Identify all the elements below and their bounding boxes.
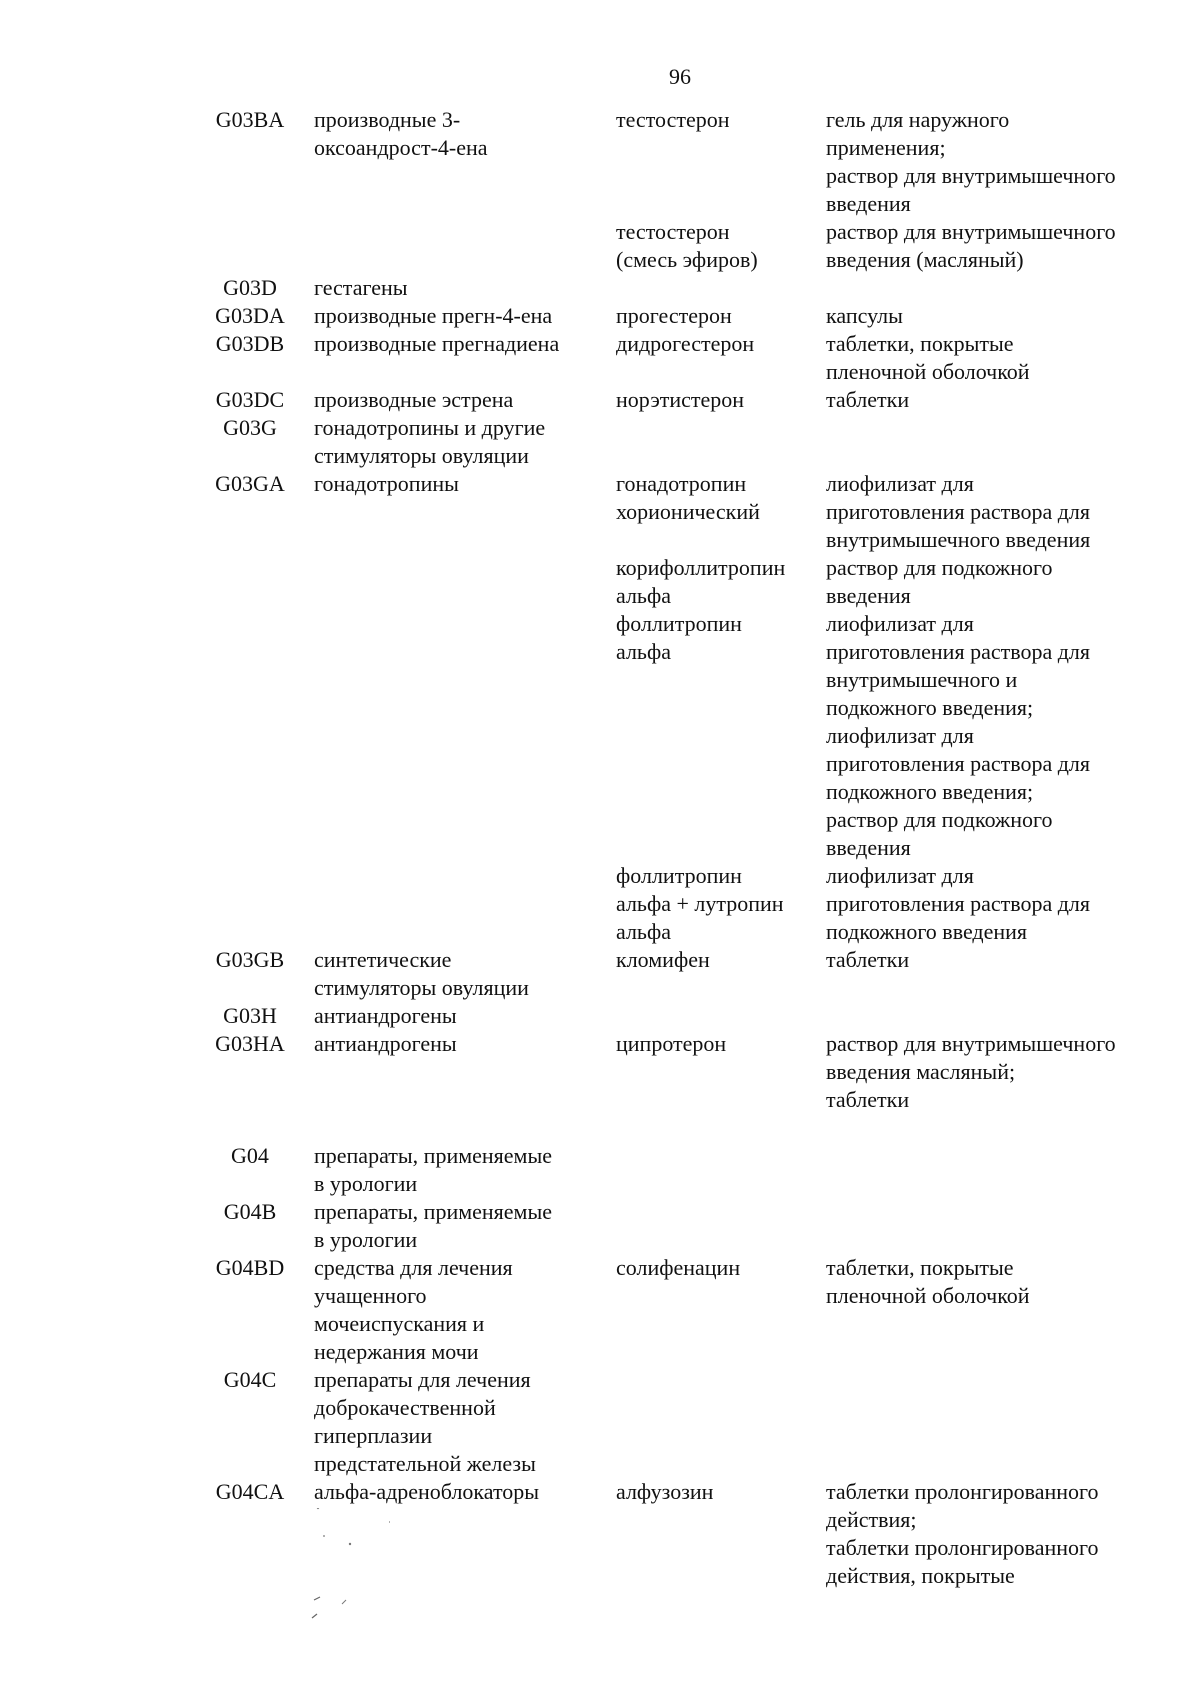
group-name: альфа-адреноблокаторы (314, 1479, 540, 1504)
group-name: производные прегнадиена (314, 331, 560, 356)
table-row (0, 554, 1200, 610)
atc-code: G03DC (215, 387, 285, 412)
dosage-form (826, 414, 1156, 470)
drug-name: кломифен (616, 947, 710, 972)
drug-name: ципротерон (616, 1031, 727, 1056)
atc-code: G04C (223, 1367, 277, 1392)
atc-code: G03H (223, 1003, 277, 1028)
drug-name: алфузозин (616, 1479, 714, 1504)
scan-specks (310, 1508, 390, 1648)
drug-name: фоллитропин альфа + лутропин альфа (616, 863, 784, 944)
atc-code: G03DA (215, 303, 285, 328)
table-row (0, 386, 1200, 414)
atc-code: G04 (231, 1143, 269, 1168)
dosage-form: таблетки пролонгированного действия; таблетки пролонгированного действия, покрытые (826, 1479, 1099, 1588)
dosage-form (826, 274, 1156, 302)
group-name: препараты, применяемые в урологии (314, 1143, 553, 1196)
table-row (0, 1142, 1200, 1198)
group-name: средства для лечения учащенного мочеиспускания и недержания мочи (314, 1255, 513, 1364)
drug-name (616, 1198, 826, 1254)
group-name: гонадотропины и другие стимуляторы овуляции (314, 415, 546, 468)
table-row (0, 106, 1200, 218)
dosage-form (826, 1366, 1156, 1478)
table-row (0, 1254, 1200, 1366)
drug-name (616, 274, 826, 302)
atc-code: G03GA (215, 471, 285, 496)
group-name: производные 3- оксоандрост-4-ена (314, 107, 488, 160)
drug-name: гонадотропин хорионический (616, 471, 760, 524)
drug-name (616, 1142, 826, 1198)
dosage-form (826, 1142, 1156, 1198)
dosage-form: таблетки, покрытые пленочной оболочкой (826, 331, 1030, 384)
table-row (0, 610, 1200, 862)
atc-code: G03BA (215, 107, 285, 132)
table-row (0, 330, 1200, 386)
dosage-form: лиофилизат для приготовления раствора для подкожного введения (826, 863, 1090, 944)
group-name (314, 610, 616, 862)
group-name: препараты для лечения доброкачественной гиперплазии предстательной железы (314, 1367, 536, 1476)
drug-name (616, 1366, 826, 1478)
drug-name: корифоллитропин альфа (616, 555, 786, 608)
table-row (0, 470, 1200, 554)
drug-name: тестостерон (616, 107, 730, 132)
drug-name: солифенацин (616, 1255, 741, 1280)
dosage-form: лиофилизат для приготовления раствора для внутримышечного и подкожного введения; лиофилизат для приготовления раствора для подкожного введения; раствор для подкожного введения (826, 611, 1090, 860)
drug-name: тестостерон (смесь эфиров) (616, 219, 758, 272)
drug-name: норэтистерон (616, 387, 745, 412)
dosage-form: таблетки (826, 387, 910, 412)
dosage-form (826, 1198, 1156, 1254)
table-row (0, 414, 1200, 470)
drug-name (616, 414, 826, 470)
atc-code: G03D (223, 275, 277, 300)
atc-code: G04BD (215, 1255, 285, 1280)
table-row (0, 218, 1200, 274)
drug-table (0, 106, 1200, 1590)
atc-code: G04B (223, 1199, 277, 1224)
drug-name: дидрогестерон (616, 331, 755, 356)
page-number: 96 (669, 64, 691, 89)
dosage-form: раствор для внутримышечного введения (масляный) (826, 219, 1116, 272)
dosage-form: таблетки, покрытые пленочной оболочкой (826, 1255, 1030, 1308)
group-name: антиандрогены (314, 1003, 457, 1028)
dosage-form: лиофилизат для приготовления раствора для внутримышечного введения (826, 471, 1091, 552)
atc-code: G04CA (215, 1479, 285, 1504)
table-row (0, 862, 1200, 946)
atc-code (186, 218, 314, 274)
atc-code: G03HA (215, 1031, 285, 1056)
group-name (314, 554, 616, 610)
group-name: производные эстрена (314, 387, 514, 412)
drug-name: прогестерон (616, 303, 732, 328)
group-name: гонадотропины (314, 471, 459, 496)
dosage-form: раствор для подкожного введения (826, 555, 1053, 608)
group-name: гестагены (314, 275, 408, 300)
group-name (314, 218, 616, 274)
dosage-form: капсулы (826, 303, 903, 328)
atc-code: G03G (223, 415, 277, 440)
table-row (0, 946, 1200, 1002)
table-row (0, 274, 1200, 302)
dosage-form: таблетки (826, 947, 910, 972)
atc-code (186, 610, 314, 862)
drug-name: фоллитропин альфа (616, 611, 742, 664)
group-name: синтетические стимуляторы овуляции (314, 947, 529, 1000)
table-row (0, 1366, 1200, 1478)
dosage-form: раствор для внутримышечного введения масляный; таблетки (826, 1031, 1116, 1112)
atc-code: G03GB (215, 947, 285, 972)
group-name: препараты, применяемые в урологии (314, 1199, 553, 1252)
dosage-form (826, 1002, 1156, 1030)
atc-code: G03DB (215, 331, 285, 356)
drug-name (616, 1002, 826, 1030)
group-name (314, 862, 616, 946)
dosage-form: гель для наружного применения; раствор для внутримышечного введения (826, 107, 1116, 216)
group-name: производные прегн-4-ена (314, 303, 553, 328)
atc-code (186, 862, 314, 946)
table-row (0, 302, 1200, 330)
group-name: антиандрогены (314, 1031, 457, 1056)
table-row (0, 1478, 1200, 1590)
table-row (0, 1002, 1200, 1030)
table-row (0, 1030, 1200, 1114)
table-row (0, 1198, 1200, 1254)
atc-code (186, 554, 314, 610)
